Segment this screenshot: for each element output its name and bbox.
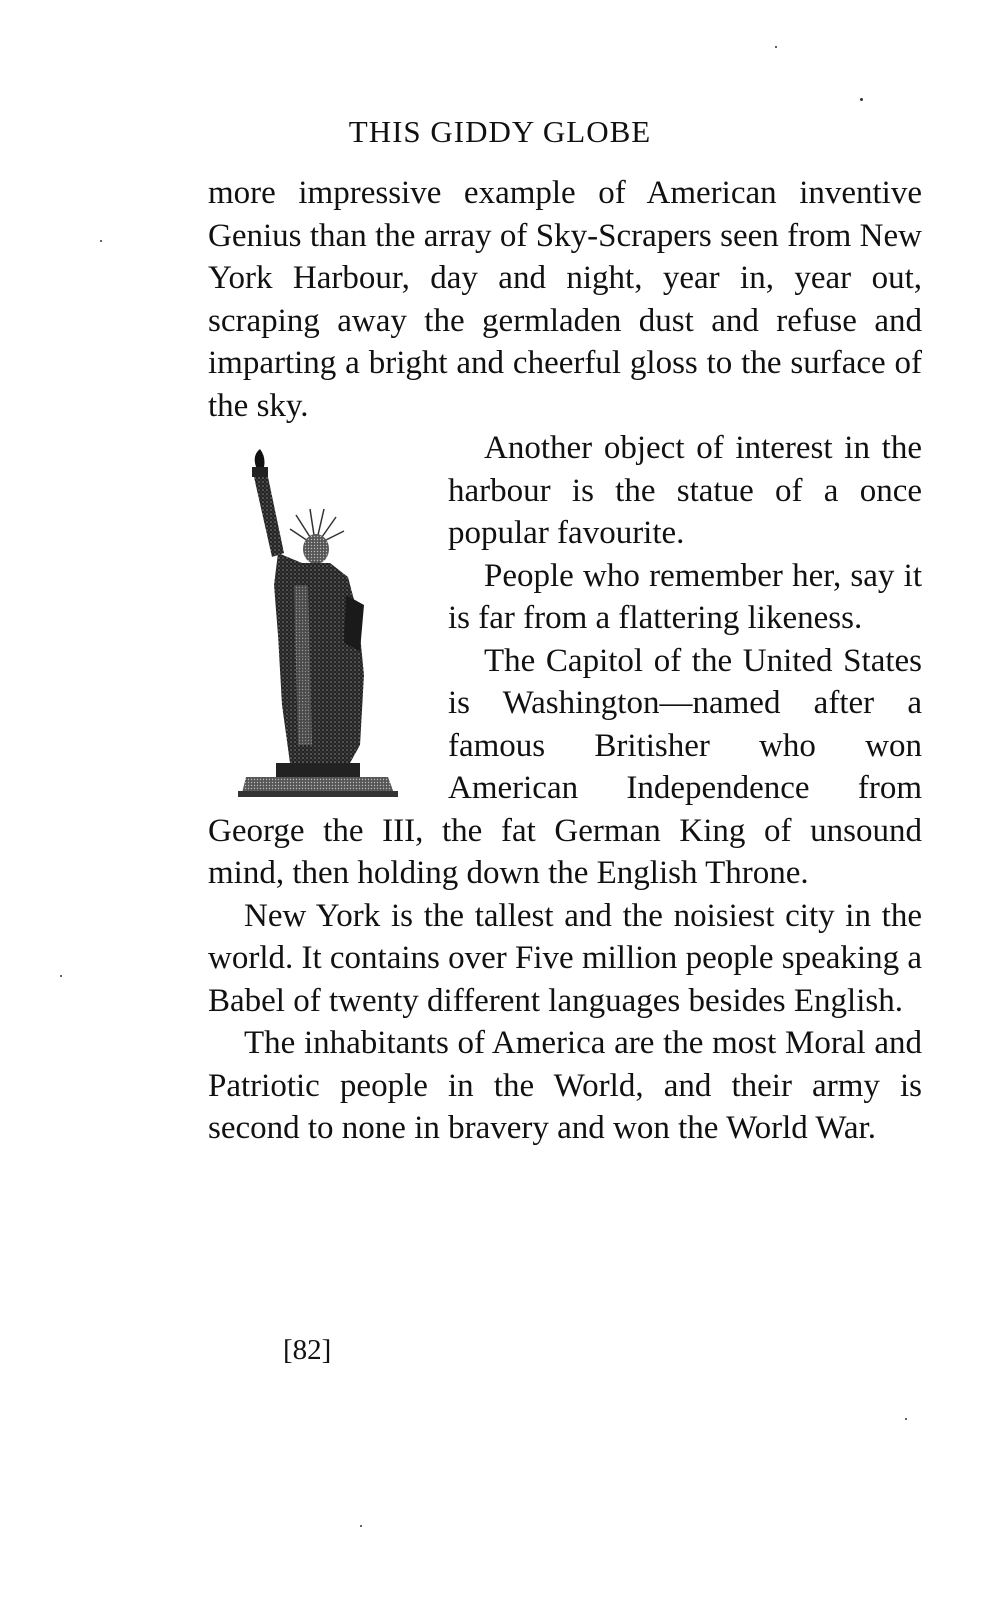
scan-speck <box>905 1418 907 1420</box>
scan-speck <box>100 240 102 242</box>
scan-speck <box>860 98 863 101</box>
paragraph-likeness: People who remember her, say it is far from a flattering likeness. <box>448 557 922 636</box>
paragraph-inhabitants: The inhabitants of America are the most Moral and Patriotic people in the World, and their army is second to none in bravery and won the World War. <box>208 1025 922 1146</box>
scan-speck <box>775 46 777 48</box>
body-text <box>208 172 922 1150</box>
paragraph-skyscrapers: more impressive example of American inventive Genius than the array of Sky-Scrapers seen from New York Harbour, day and night, year in, year out, scraping away the germladen dust and refuse and imparting a bright and cheerful gloss to the surface of the sky. <box>208 175 922 424</box>
scan-speck <box>60 975 62 977</box>
paragraph-statue: Another object of interest in the harbour is the statue of a once popular favourite. <box>448 430 922 551</box>
running-head: THIS GIDDY GLOBE <box>348 114 652 149</box>
statue-of-liberty-icon <box>238 445 416 805</box>
page-number: [82] <box>283 1334 332 1366</box>
scan-speck <box>360 1525 362 1527</box>
paragraph-new-york: New York is the tallest and the noisiest city in the world. It contains over Five million people speaking a Babel of twenty different languages besides English. <box>208 897 922 1019</box>
paragraph-capitol: The Capitol of the United States is Washington—named after a famous Britisher who won American Independence from George the III, the fat German King of unsound mind, then holding down the English Throne. <box>208 642 922 891</box>
